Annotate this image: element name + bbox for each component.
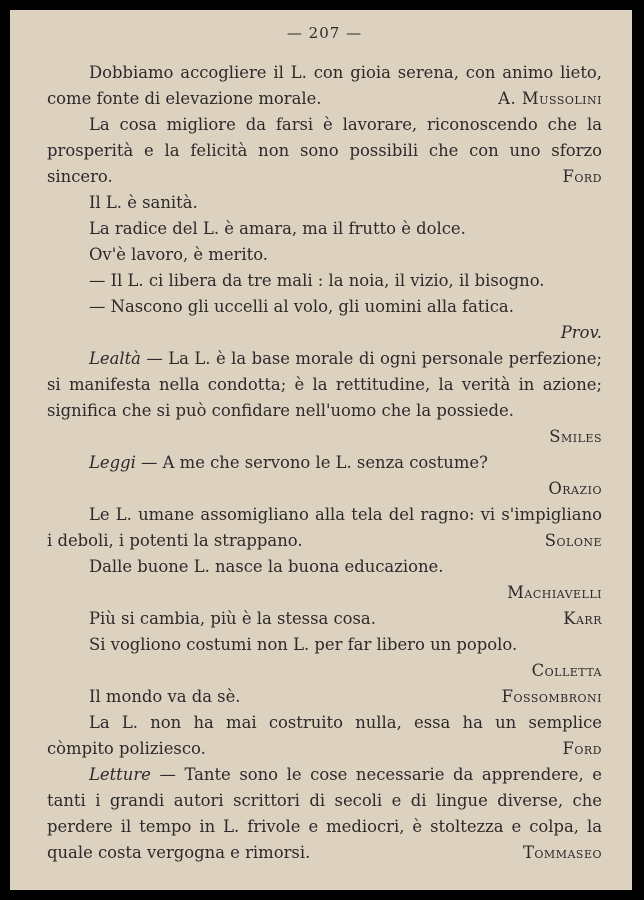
entry-0: Dobbiamo accogliere il L. con gioia serena, con animo lieto, come fonte di elevazione morale. A. Mussolini [47,60,602,112]
entry-keyword: Lealtà [89,349,141,368]
entry-6: — Nascono gli uccelli al volo, gli uomini alla fatica. [89,297,514,316]
entry-15: Letture — Tante sono le cose necessarie da apprendere, e tanti i grandi autori scrittori di secoli e di lingue diverse, che perdere il tempo in L. frivole e mediocri, è stoltezza e colpa, la quale costa vergogna e rimorsi. Tommaseo [47,762,602,866]
entry-author: Colletta [531,661,602,680]
entry-10: Dalle buone L. nasce la buona educazione. [89,557,444,576]
entry-4: Ov'è lavoro, è merito. [89,245,268,264]
entry-11: Più si cambia, più è la stessa cosa. Karr [47,606,602,632]
entry-author: Fossombroni [501,687,602,706]
entry-7: Lealtà — La L. è la base morale di ogni personale perfezione; si manifesta nella condotta; è la rettitudine, la verità in azione; significa che si può confidare nell'uomo che la possiede. Smiles [47,346,602,450]
page-number: — 207 — [286,24,363,42]
entry-1: La cosa migliore da farsi è lavorare, riconoscendo che la prosperità e la felicità non sono possibili che con uno sforzo sincero. Ford [47,112,602,190]
entry-author: Tommaseo [522,843,602,862]
entry-14: La L. non ha mai costruito nulla, essa ha un semplice còmpito poliziesco. Ford [47,710,602,762]
entry-12: Si vogliono costumi non L. per far libero un popolo. [89,635,518,654]
entry-2: Il L. è sanità. [89,193,198,212]
entry-author: Karr [563,609,602,628]
entry-author: Ford [562,739,602,758]
entry-author: A. Mussolini [498,89,602,108]
entry-author: Prov. [560,323,602,342]
entry-5: — Il L. ci libera da tre mali : la noia, il vizio, il bisogno. [89,271,545,290]
entry-author: Machiavelli [507,583,602,602]
entry-8: Leggi — A me che servono le L. senza costume? [89,453,488,472]
entry-13: Il mondo va da sè. Fossombroni [47,684,602,710]
entry-keyword: Leggi [89,453,136,472]
entry-author: Smiles [549,427,602,446]
entry-author: Orazio [548,479,602,498]
entry-9: Le L. umane assomigliano alla tela del ragno: vi s'impigliano i deboli, i potenti la strappano. Solone [47,502,602,554]
entry-author: Solone [544,531,602,550]
entry-keyword: Letture [89,765,151,784]
book-page [10,10,632,890]
entry-author: Ford [562,167,602,186]
entry-3: La radice del L. è amara, ma il frutto è dolce. [89,219,466,238]
